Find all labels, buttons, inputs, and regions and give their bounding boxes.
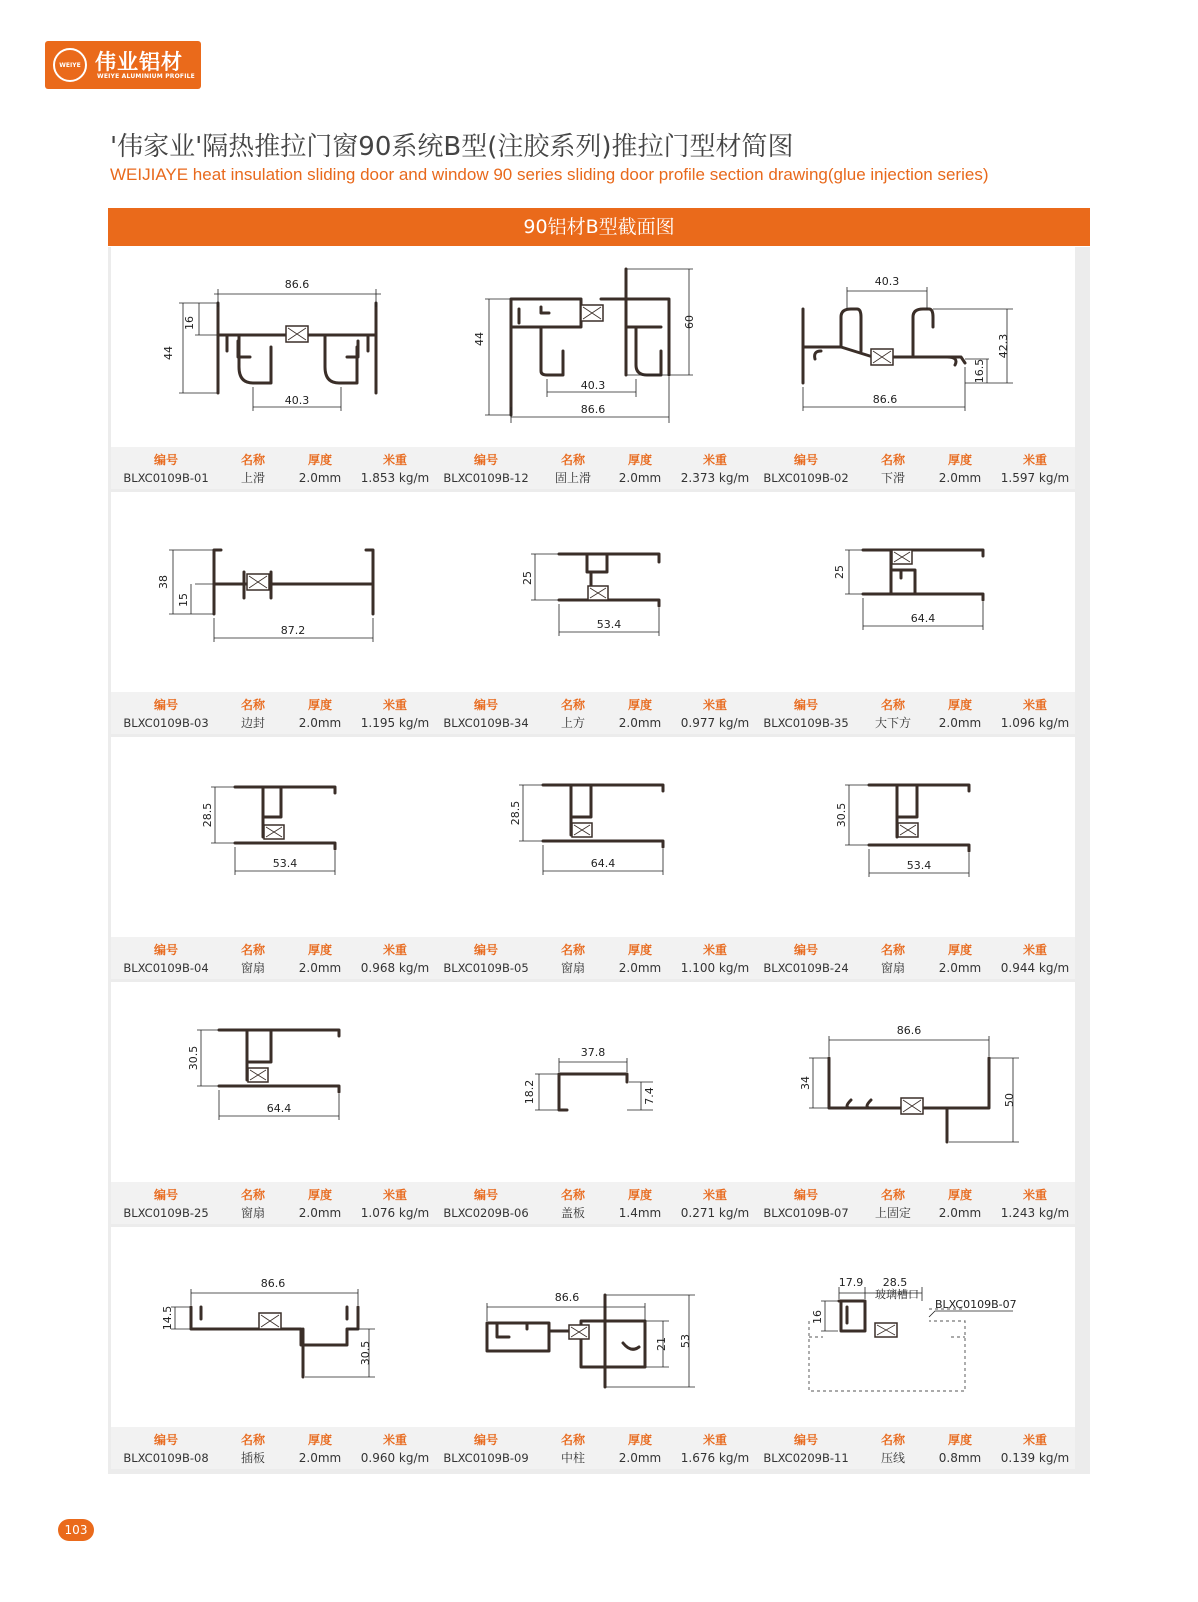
profile-drawing (111, 247, 435, 447)
code-header: 编号 (473, 943, 498, 957)
name-header: 名称 (240, 1433, 265, 1447)
dim-label: 53.4 (906, 859, 932, 872)
page-number: 103 (58, 1519, 94, 1541)
note-label: BLXC0109B-07 (935, 1298, 1017, 1311)
name-header: 名称 (880, 698, 905, 712)
code-header: 编号 (793, 698, 818, 712)
dim-label: 53.4 (596, 618, 622, 631)
weight-header: 米重 (702, 1433, 727, 1447)
name-value: 下滑 (880, 471, 905, 485)
thickness-value: 0.8mm (938, 1451, 982, 1465)
code-value: BLXC0109B-25 (123, 1206, 209, 1220)
name-value: 固上滑 (554, 471, 591, 485)
name-value: 大下方 (874, 716, 911, 730)
code-header: 编号 (153, 943, 178, 957)
code-value: BLXC0209B-11 (763, 1451, 849, 1465)
weight-value: 1.597 kg/m (1000, 471, 1070, 485)
spec-row (431, 937, 755, 979)
weight-header: 米重 (1022, 698, 1047, 712)
spec-row (751, 447, 1075, 489)
profile-drawing (431, 1227, 755, 1427)
dim-label: 30.5 (359, 1340, 372, 1366)
profile-card (751, 737, 1075, 979)
code-header: 编号 (153, 1188, 178, 1202)
weight-header: 米重 (1022, 943, 1047, 957)
profile-drawing (431, 737, 755, 937)
dim-label: 37.8 (580, 1046, 606, 1059)
thickness-value: 2.0mm (618, 961, 662, 975)
name-value: 上固定 (874, 1206, 911, 1220)
code-header: 编号 (473, 1188, 498, 1202)
page-title-cn: '伟家业'隔热推拉门窗90系统B型(注胶系列)推拉门型材简图 (110, 132, 794, 162)
name-value: 窗扇 (240, 1206, 265, 1220)
name-header: 名称 (240, 1188, 265, 1202)
profile-drawing (431, 492, 755, 692)
weight-value: 0.960 kg/m (360, 1451, 430, 1465)
dim-label: 86.6 (554, 1291, 580, 1304)
name-header: 名称 (560, 1188, 585, 1202)
weight-header: 米重 (382, 453, 407, 467)
profile-card (111, 492, 435, 734)
profile-card (111, 1227, 435, 1469)
thickness-header: 厚度 (947, 1433, 972, 1447)
spec-row (111, 447, 435, 489)
dim-label: 86.6 (580, 403, 606, 416)
weight-header: 米重 (382, 943, 407, 957)
profile-drawing (111, 492, 435, 692)
weight-value: 0.977 kg/m (680, 716, 750, 730)
weight-header: 米重 (702, 1188, 727, 1202)
thickness-value: 2.0mm (298, 716, 342, 730)
dim-label: 16 (811, 1310, 824, 1324)
profile-card (431, 247, 755, 489)
thickness-header: 厚度 (947, 1188, 972, 1202)
weight-header: 米重 (702, 453, 727, 467)
weight-value: 1.676 kg/m (680, 1451, 750, 1465)
code-value: BLXC0109B-02 (763, 471, 849, 485)
dim-label: 64.4 (910, 612, 936, 625)
spec-row (431, 1427, 755, 1469)
dim-label: 14.5 (161, 1305, 174, 1331)
profile-drawing (111, 737, 435, 937)
name-value: 边封 (240, 716, 265, 730)
dim-label: 60 (683, 315, 696, 329)
dim-label: 40.3 (284, 394, 310, 407)
weight-value: 0.968 kg/m (360, 961, 430, 975)
thickness-header: 厚度 (627, 453, 652, 467)
profile-card (431, 982, 755, 1224)
dim-label: 64.4 (590, 857, 616, 870)
name-header: 名称 (880, 1188, 905, 1202)
thickness-value: 2.0mm (618, 716, 662, 730)
profile-drawing (431, 982, 755, 1182)
weight-value: 0.139 kg/m (1000, 1451, 1070, 1465)
logo-emblem: WEIYE (53, 48, 87, 82)
page-title-en: WEIJIAYE heat insulation sliding door and window 90 series sliding door profile section drawing(glue injection series) (110, 165, 989, 184)
code-header: 编号 (473, 698, 498, 712)
name-header: 名称 (880, 453, 905, 467)
spec-row (751, 1427, 1075, 1469)
spec-row (751, 937, 1075, 979)
weight-value: 1.096 kg/m (1000, 716, 1070, 730)
code-header: 编号 (793, 1433, 818, 1447)
profile-card (751, 492, 1075, 734)
profile-card (431, 492, 755, 734)
name-value: 插板 (240, 1451, 265, 1465)
profile-drawing (751, 247, 1075, 447)
dim-label: 28.5 (201, 802, 214, 828)
dim-label: 17.9 (838, 1276, 864, 1289)
weight-header: 米重 (1022, 1433, 1047, 1447)
name-header: 名称 (880, 1433, 905, 1447)
profile-card (111, 247, 435, 489)
thickness-header: 厚度 (627, 698, 652, 712)
note-label: 玻璃槽口 (875, 1288, 919, 1301)
thickness-header: 厚度 (307, 943, 332, 957)
name-value: 上方 (560, 716, 585, 730)
name-header: 名称 (240, 698, 265, 712)
thickness-header: 厚度 (307, 698, 332, 712)
code-header: 编号 (793, 453, 818, 467)
code-value: BLXC0109B-04 (123, 961, 209, 975)
code-header: 编号 (793, 943, 818, 957)
profile-drawing (751, 1227, 1075, 1427)
profile-card (751, 247, 1075, 489)
code-value: BLXC0209B-06 (443, 1206, 529, 1220)
dim-label: 86.6 (896, 1024, 922, 1037)
thickness-value: 2.0mm (938, 471, 982, 485)
spec-row (751, 692, 1075, 734)
profile-drawing (751, 737, 1075, 937)
dim-label: 53.4 (272, 857, 298, 870)
dim-label: 21 (655, 1337, 668, 1351)
profile-drawing (111, 982, 435, 1182)
code-value: BLXC0109B-24 (763, 961, 849, 975)
profile-grid (108, 247, 1090, 1474)
weight-value: 1.195 kg/m (360, 716, 430, 730)
dim-label: 28.5 (509, 800, 522, 826)
thickness-header: 厚度 (627, 1433, 652, 1447)
spec-row (431, 692, 755, 734)
weight-header: 米重 (1022, 1188, 1047, 1202)
weight-value: 1.076 kg/m (360, 1206, 430, 1220)
weight-value: 0.271 kg/m (680, 1206, 750, 1220)
dim-label: 16 (183, 316, 196, 330)
dim-label: 18.2 (523, 1079, 536, 1105)
spec-row (111, 1427, 435, 1469)
profile-drawing (111, 1227, 435, 1427)
name-value: 中柱 (560, 1451, 585, 1465)
thickness-header: 厚度 (947, 453, 972, 467)
code-header: 编号 (473, 1433, 498, 1447)
name-value: 窗扇 (240, 961, 265, 975)
thickness-value: 2.0mm (298, 1451, 342, 1465)
profile-drawing (751, 982, 1075, 1182)
weight-header: 米重 (702, 698, 727, 712)
dim-label: 44 (162, 346, 175, 360)
brand-logo (45, 41, 201, 89)
dim-label: 25 (833, 565, 846, 579)
weight-value: 0.944 kg/m (1000, 961, 1070, 975)
profile-card (111, 982, 435, 1224)
profile-drawing (751, 492, 1075, 692)
name-header: 名称 (240, 943, 265, 957)
dim-label: 7.4 (643, 1087, 656, 1105)
thickness-value: 2.0mm (298, 1206, 342, 1220)
thickness-header: 厚度 (627, 1188, 652, 1202)
thickness-header: 厚度 (307, 1188, 332, 1202)
dim-label: 50 (1003, 1093, 1016, 1107)
profile-card (431, 1227, 755, 1469)
name-header: 名称 (560, 453, 585, 467)
profile-card (431, 737, 755, 979)
code-value: BLXC0109B-05 (443, 961, 529, 975)
code-value: BLXC0109B-12 (443, 471, 529, 485)
profile-card (111, 737, 435, 979)
dim-label: 86.6 (260, 1277, 286, 1290)
thickness-header: 厚度 (307, 1433, 332, 1447)
thickness-value: 2.0mm (618, 1451, 662, 1465)
name-header: 名称 (880, 943, 905, 957)
profile-card (751, 1227, 1075, 1469)
dim-label: 38 (157, 575, 170, 589)
weight-header: 米重 (382, 1433, 407, 1447)
name-header: 名称 (560, 1433, 585, 1447)
weight-header: 米重 (382, 698, 407, 712)
dim-label: 40.3 (874, 275, 900, 288)
code-value: BLXC0109B-08 (123, 1451, 209, 1465)
dim-label: 42.3 (997, 333, 1010, 359)
thickness-value: 2.0mm (298, 961, 342, 975)
spec-row (111, 692, 435, 734)
name-value: 窗扇 (880, 961, 905, 975)
spec-row (111, 1182, 435, 1224)
dim-label: 16.5 (973, 358, 986, 384)
name-value: 压线 (880, 1451, 905, 1465)
code-value: BLXC0109B-09 (443, 1451, 529, 1465)
spec-row (431, 1182, 755, 1224)
thickness-header: 厚度 (307, 453, 332, 467)
dim-label: 28.5 (882, 1276, 908, 1289)
weight-header: 米重 (1022, 453, 1047, 467)
dim-label: 64.4 (266, 1102, 292, 1115)
code-header: 编号 (153, 453, 178, 467)
weight-value: 2.373 kg/m (680, 471, 750, 485)
name-header: 名称 (560, 698, 585, 712)
thickness-header: 厚度 (627, 943, 652, 957)
code-header: 编号 (473, 453, 498, 467)
dim-label: 87.2 (280, 624, 306, 637)
code-header: 编号 (153, 1433, 178, 1447)
dim-label: 40.3 (580, 379, 606, 392)
dim-label: 25 (521, 571, 534, 585)
weight-value: 1.243 kg/m (1000, 1206, 1070, 1220)
code-header: 编号 (153, 698, 178, 712)
name-value: 窗扇 (560, 961, 585, 975)
code-value: BLXC0109B-01 (123, 471, 209, 485)
weight-header: 米重 (382, 1188, 407, 1202)
thickness-header: 厚度 (947, 698, 972, 712)
name-header: 名称 (240, 453, 265, 467)
code-value: BLXC0109B-03 (123, 716, 209, 730)
spec-row (431, 447, 755, 489)
name-value: 上滑 (240, 471, 265, 485)
dim-label: 53 (679, 1334, 692, 1348)
thickness-header: 厚度 (947, 943, 972, 957)
name-header: 名称 (560, 943, 585, 957)
name-value: 盖板 (560, 1206, 585, 1220)
code-header: 编号 (793, 1188, 818, 1202)
profile-card (751, 982, 1075, 1224)
thickness-value: 2.0mm (938, 1206, 982, 1220)
dim-label: 44 (473, 332, 486, 346)
code-value: BLXC0109B-34 (443, 716, 529, 730)
thickness-value: 2.0mm (938, 716, 982, 730)
spec-row (111, 937, 435, 979)
dim-label: 34 (799, 1076, 812, 1090)
profile-drawing (431, 247, 755, 447)
dim-label: 30.5 (187, 1045, 200, 1071)
dim-label: 86.6 (284, 278, 310, 291)
code-value: BLXC0109B-07 (763, 1206, 849, 1220)
code-value: BLXC0109B-35 (763, 716, 849, 730)
thickness-value: 2.0mm (938, 961, 982, 975)
brand-name-cn: 伟业铝材 (95, 50, 183, 74)
spec-row (751, 1182, 1075, 1224)
thickness-value: 2.0mm (618, 471, 662, 485)
dim-label: 86.6 (872, 393, 898, 406)
brand-name-en: WEIYE ALUMINIUM PROFILE (97, 73, 195, 80)
thickness-value: 1.4mm (618, 1206, 662, 1220)
dim-label: 30.5 (835, 802, 848, 828)
weight-header: 米重 (702, 943, 727, 957)
section-banner: 90铝材B型截面图 (108, 208, 1090, 246)
thickness-value: 2.0mm (298, 471, 342, 485)
weight-value: 1.853 kg/m (360, 471, 430, 485)
weight-value: 1.100 kg/m (680, 961, 750, 975)
dim-label: 15 (177, 593, 190, 607)
